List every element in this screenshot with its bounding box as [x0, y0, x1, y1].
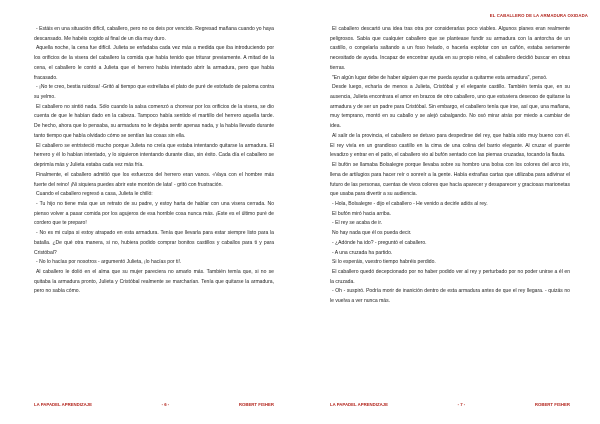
paragraph: El caballero descartó una idea tras otra por considerarlas poco viables. Algunos planes eran realmente peligrosos. Sabía que cualquier caballero que se plantease fundir su armadura con la antorcha de un castillo, o congelarla saltando a un foso helado, o hacerla explotar con un cañón, estaba seriamente necesitado de ayuda. Incapaz de encontrar ayuda en su propio reino, el caballero decidió buscar en otras tierras.	[330, 26, 570, 71]
running-head: EL CABALLERO DE LA ARMADURA OXIDADA	[489, 13, 588, 18]
paragraph: "En algún lugar debe de haber alguien que me pueda ayudar a quitarme esta armadura", pensó.	[332, 74, 548, 81]
paragraph: - A una cruzada ha partido.	[332, 249, 393, 256]
footer-author: ROBERT FISHER	[534, 402, 570, 407]
footer-series-title: LA PAPADEL APRENDIZAJE	[330, 402, 388, 407]
right-page-body	[330, 25, 570, 307]
paragraph: Al salir de la provincia, el caballero se detuvo para despedirse del rey, que había sido muy bueno con él. El rey vivía en un grandioso castillo en la cima de una colina del barrio elegante. Al cruzar el puente levadizo y entrar en el patio, el caballero vio al bufón sentado con las piernas cruzadas, tocando la flauta.	[330, 132, 570, 159]
paragraph: - Estáis en una situación difícil, caballero, pero no os deis por vencido. Regresad mañana cuando yo haya descansado. Me habéis cogido al final de un día muy duro.	[34, 26, 274, 42]
paragraph: Aquella noche, la cena fue difícil. Julieta se enfadaba cada vez más a medida que iba introduciendo por los orificios de la visera del caballero la comida que había tenido que triturar previamente. A mitad de la cena, el caballero le contó a Julieta que el herrero había intentado abrir la armadura, pero que había fracasado.	[34, 45, 274, 81]
paragraph: Finalmente, el caballero admitió que los esfuerzos del herrero eran vanos. «Vaya con el hombre más fuerte del reino! ¡Ni siquiera puedes abrir este montón de lata! - gritó con frustración.	[34, 171, 274, 188]
paragraph: - No es mi culpa si estoy atrapado en esta armadura. Tenía que llevarla para estar siempre listo para la batalla. ¿De qué otra manera, si no, hubiera podido comprar bonitos castillos y caballos para ti y para Cristóbal?	[34, 230, 274, 256]
page-number: - 7 -	[457, 402, 466, 407]
paragraph: - Tu hijo no tiene más que un retrato de su padre, y estoy harta de hablar con una visera cerrada. No pienso volver a pasar comida por los agujeros de esa horrible cosa nunca más. ¡Este es el último puré de cordero que te preparo!	[34, 200, 274, 227]
paragraph: El caballero se entristeció mucho porque Julieta no creía que estaba intentando quitarse la armadura. El herrero y él lo habían intentado, y lo siguieron intentando durante días, sin éxito. Cada día el caballero se deprimía más y Julieta estaba cada vez más fría.	[34, 142, 274, 169]
paragraph: - Hola, Bolsalegre - dijo el caballero - He venido a decirle adiós al rey.	[332, 200, 488, 207]
paragraph: El caballero no sintió nada. Sólo cuando la salsa comenzó a chorrear por los orificios de la visera, se dio cuenta de que le habían dado en la cabeza. Tampoco había sentido el martillo del herrero aquella tarde. De hecho, ahora que lo pensaba, su armadura no le dejaba sentir apenas nada, y la había llevado durante tanto tiempo que había olvidado cómo se sentían las cosas sin ella.	[34, 103, 274, 139]
paragraph: - ¡No te creo, bestia ruidosa! -Gritó al tiempo que estrellaba el plato de puré de estofado de paloma contra su yelmo.	[34, 84, 274, 101]
paragraph: Desde luego, echaría de menos a Julieta, Cristóbal y el elegante castillo. También temía que, en su ausencia, Julieta encontrara el amor en brazos de otro caballero, uno que estuviera deseoso de quitarse la armadura y de ser un padre para Cristóbal. Sin embargo, el caballero tenía que irse, así que, una mañana, muy temprano, montó en su caballo y se alejó cabalgando. No osó mirar atrás por miedo a cambiar de idea.	[330, 84, 570, 130]
footer-series-title: LA PAPADEL APRENDIZAJE	[34, 402, 92, 407]
paragraph: Al caballero le dolió en el alma que su mujer pareciera no amarlo más. También temía que, si no se quitaba la armadura pronto, Julieta y Cristóbal realmente se marcharían. Tenía que quitarse la armadura, pero no sabía cómo.	[34, 268, 274, 295]
paragraph: El bufón se llamaba Bolsalegre porque llevaba sobre su hombro una bolsa con los colores del arco iris, llena de artilugios para hacer reír o sonreír a la gente. Había extrañas cartas que utilizaba para adivinar el futuro de las personas, cuentas de vivos colores que hacía aparecer y desaparecer y graciosas marionetas que usaba para divertir a su audiencia.	[330, 162, 570, 198]
paragraph: No hay nada que él os pueda decir.	[332, 230, 412, 237]
paragraph: - Oh - suspiró. Podría morir de inanición dentro de esta armadura antes de que el rey llegara. - quizás no le vuelva a ver nunca más.	[330, 288, 570, 305]
right-page	[300, 0, 600, 424]
paragraph: Si lo esperáis, vuestro tiempo habréis perdido.	[332, 259, 436, 266]
paragraph: El caballero quedó decepcionado por no haber podido ver al rey y perturbado por no poder unirse a él en la cruzada.	[330, 268, 570, 285]
paragraph: El bufón miró hacia arriba.	[332, 210, 391, 217]
paragraph: - El rey se acaba de ir.	[332, 220, 383, 227]
paragraph: Cuando el caballero regresó a casa, Julieta le chilló:	[36, 191, 153, 198]
footer-author: ROBERT FISHER	[238, 402, 274, 407]
right-page-footer	[330, 402, 570, 407]
left-page-body	[34, 25, 274, 297]
page-number: - 6 -	[161, 402, 170, 407]
paragraph: - ¿Adónde ha ido? - preguntó el caballero.	[332, 239, 427, 246]
paragraph: - No lo hacías por nosotros - argumentó Julieta, ¡lo hacías por ti!.	[36, 259, 182, 266]
left-page-footer	[34, 402, 274, 407]
